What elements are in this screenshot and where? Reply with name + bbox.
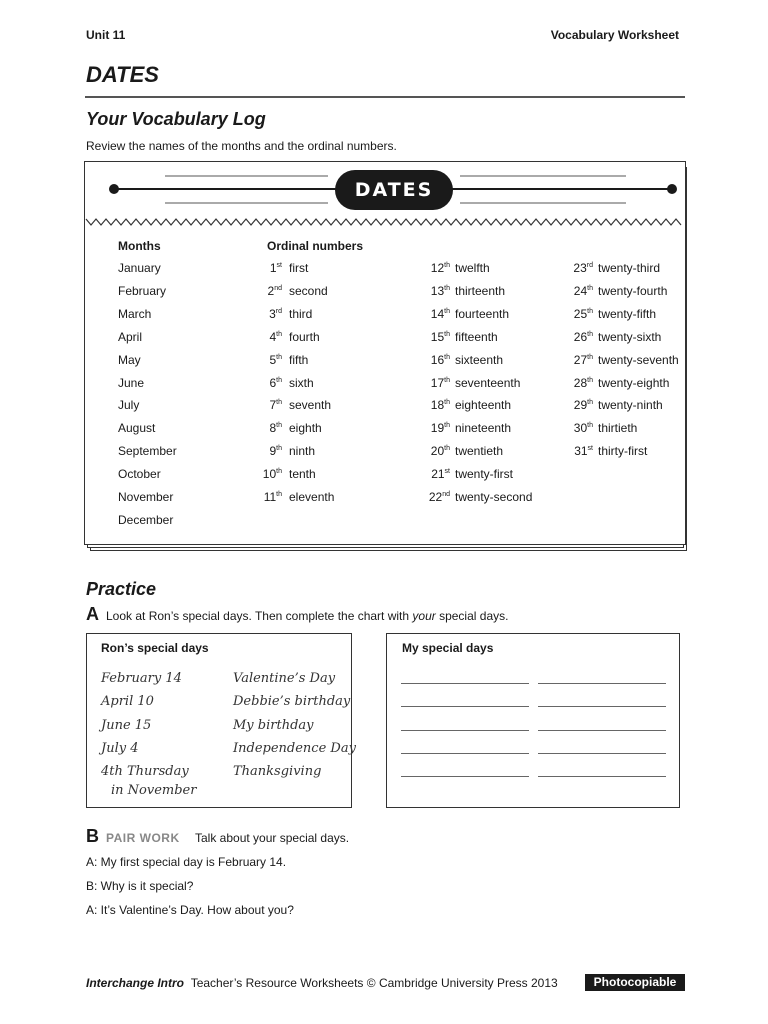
ordinal-word: twenty-eighth	[598, 375, 670, 390]
ordinal-word: twenty-fifth	[598, 306, 657, 321]
event-blank-line	[538, 753, 666, 754]
ordinal-number: 29th	[573, 398, 593, 413]
month-item: June	[118, 375, 145, 390]
ordinal-suffix: th	[444, 445, 450, 453]
date-blank-line	[401, 753, 529, 754]
ordinal-number: 22nd	[428, 490, 450, 504]
instr-a-post: special days.	[435, 609, 509, 623]
ordinal-suffix: th	[276, 422, 282, 430]
month-item: March	[118, 306, 152, 321]
ron-day-date: April 10	[101, 694, 154, 710]
my-special-days-panel	[386, 633, 680, 808]
ordinal-suffix: th	[444, 376, 450, 384]
vocab-log-instruction: Review the names of the months and the ordinal numbers.	[86, 139, 397, 153]
worksheet-label: Vocabulary Worksheet	[550, 28, 679, 42]
date-blank-line	[401, 730, 529, 731]
ordinal-number: 9th	[269, 444, 282, 459]
month-item: August	[118, 421, 156, 436]
ordinal-number: 27th	[573, 352, 593, 367]
ordinal-number: 20th	[430, 444, 450, 459]
dates-banner: DATES	[335, 170, 453, 210]
ordinal-suffix: rd	[275, 307, 282, 315]
ordinal-number: 7th	[269, 398, 282, 413]
month-item: December	[118, 512, 174, 527]
dialogue-line-3: A: It’s Valentine’s Day. How about you?	[86, 903, 294, 917]
ordinal-suffix: th	[587, 376, 593, 384]
ordinal-suffix: th	[444, 284, 450, 292]
ordinal-word: first	[289, 261, 309, 275]
month-item: May	[118, 352, 141, 367]
ordinal-suffix: th	[444, 262, 450, 269]
ordinal-word: thirty-first	[598, 444, 648, 459]
vocab-log-heading: Your Vocabulary Log	[86, 109, 266, 129]
ordinal-number: 11th	[263, 490, 282, 504]
ordinal-word: twenty-seventh	[598, 352, 679, 367]
ordinal-word: fourth	[289, 329, 320, 344]
ordinal-number: 5th	[269, 352, 282, 367]
date-blank-line	[401, 683, 529, 684]
dialogue-line-2: B: Why is it special?	[86, 879, 194, 893]
event-blank-line	[538, 776, 666, 777]
ordinal-suffix: st	[587, 445, 593, 453]
month-item: January	[118, 261, 161, 275]
ordinal-suffix: th	[276, 491, 282, 498]
page-title: DATES	[86, 62, 159, 87]
ordinal-number: 16th	[430, 352, 450, 367]
ordinal-suffix: th	[444, 399, 450, 407]
exercise-a-instruction	[106, 609, 508, 623]
ordinal-number: 6th	[269, 375, 282, 390]
footer-copyright: Teacher’s Resource Worksheets © Cambridge University Press 2013	[190, 976, 558, 990]
instr-a-em: your	[412, 609, 436, 623]
month-item: April	[118, 329, 143, 344]
ordinal-number: 19th	[430, 421, 450, 436]
date-blank-line	[401, 706, 529, 707]
ordinal-word: twelfth	[455, 261, 490, 275]
ron-day-date: July 4	[101, 740, 139, 756]
ordinal-suffix: th	[276, 376, 282, 384]
month-item: September	[118, 444, 177, 459]
ordinal-word: twenty-ninth	[598, 398, 663, 413]
ordinal-number: 10th	[262, 467, 282, 482]
ordinal-suffix: th	[444, 353, 450, 361]
ron-day-date: June 15	[101, 717, 152, 733]
ordinal-word: thirtieth	[598, 421, 638, 436]
ordinal-word: sixth	[289, 375, 314, 390]
event-blank-line	[538, 730, 666, 731]
ordinal-word: seventh	[289, 398, 332, 413]
footer-credit	[86, 976, 558, 990]
practice-heading: Practice	[86, 579, 157, 599]
ordinal-word: seventeenth	[455, 375, 521, 390]
ordinal-suffix: th	[587, 330, 593, 338]
ron-panel-title: Ron’s special days	[101, 641, 209, 655]
ordinal-suffix: th	[276, 445, 282, 453]
ordinal-number: 13th	[430, 283, 450, 298]
ordinal-suffix: th	[276, 353, 282, 361]
ordinal-suffix: th	[587, 399, 593, 407]
ordinal-suffix: nd	[274, 284, 282, 292]
month-item: July	[118, 398, 140, 413]
ordinal-word: twenty-fourth	[598, 283, 668, 298]
ordinal-word: fifth	[289, 352, 309, 367]
ordinal-suffix: th	[444, 330, 450, 338]
ordinal-number: 17th	[430, 375, 450, 390]
ordinal-number: 1st	[269, 261, 282, 275]
ron-day-event: Thanksgiving	[233, 764, 322, 780]
ordinal-suffix: th	[276, 468, 282, 476]
exercise-a-label: A	[86, 604, 99, 624]
ordinal-suffix: st	[276, 262, 282, 269]
ordinal-word: second	[289, 283, 328, 298]
ron-day-event: Debbie’s birthday	[233, 694, 351, 710]
ordinal-number: 24th	[573, 283, 593, 298]
ordinal-suffix: th	[587, 307, 593, 315]
ordinal-number: 8th	[269, 421, 282, 436]
ordinal-suffix: th	[444, 422, 450, 430]
event-blank-line	[538, 683, 666, 684]
months-header: Months	[118, 239, 161, 253]
ordinal-number: 25th	[573, 306, 593, 321]
ordinal-suffix: st	[444, 468, 450, 476]
dialogue-line-1: A: My first special day is February 14.	[86, 855, 287, 869]
ordinal-word: eighteenth	[455, 398, 512, 413]
ron-day-date: 4th Thursday	[101, 764, 189, 780]
ordinal-number: 15th	[430, 329, 450, 344]
ordinal-word: ninth	[289, 444, 316, 459]
ron-day-continuation: in November	[111, 783, 197, 798]
footer-brand: Interchange Intro	[86, 976, 185, 990]
event-blank-line	[538, 706, 666, 707]
ordinal-number: 28th	[573, 375, 593, 390]
photocopiable-badge: Photocopiable	[585, 974, 685, 991]
ordinal-suffix: th	[276, 330, 282, 338]
ordinal-number: 4th	[269, 329, 282, 344]
ordinal-number: 26th	[573, 329, 593, 344]
ordinal-word: third	[289, 306, 313, 321]
ordinal-suffix: th	[276, 399, 282, 407]
ordinal-number: 3rd	[269, 306, 282, 321]
my-panel-title: My special days	[402, 641, 494, 655]
ordinal-word: fifteenth	[455, 329, 498, 344]
ordinal-suffix: th	[587, 353, 593, 361]
ordinal-word: fourteenth	[455, 306, 510, 321]
ordinal-suffix: th	[587, 284, 593, 292]
ordinal-word: eighth	[289, 421, 322, 436]
month-item: February	[118, 283, 167, 298]
ordinal-number: 18th	[430, 398, 450, 413]
ordinal-word: twenty-third	[598, 261, 661, 275]
ordinal-number: 2nd	[267, 283, 282, 298]
ordinal-word: tenth	[289, 467, 316, 482]
ordinal-suffix: rd	[586, 262, 593, 269]
ordinal-word: sixteenth	[455, 352, 504, 367]
ordinal-word: eleventh	[289, 490, 335, 504]
ordinal-word: twenty-sixth	[598, 329, 662, 344]
ordinal-word: twenty-first	[455, 467, 514, 482]
ordinal-number: 21st	[431, 467, 450, 482]
ordinal-word: twentieth	[455, 444, 504, 459]
ordinal-suffix: nd	[442, 491, 450, 498]
ordinal-suffix: th	[444, 307, 450, 315]
ordinal-number: 31st	[574, 444, 593, 459]
ron-day-event: My birthday	[233, 717, 314, 733]
ordinals-header: Ordinal numbers	[267, 239, 364, 253]
pair-work-tag: PAIR WORK	[106, 831, 180, 845]
ron-day-event: Valentine’s Day	[233, 671, 336, 686]
unit-label: Unit 11	[86, 28, 126, 42]
ordinal-number: 12th	[430, 261, 450, 275]
ordinal-number: 30th	[573, 421, 593, 436]
ordinal-number: 23rd	[573, 261, 593, 275]
ordinal-suffix: th	[587, 422, 593, 430]
ron-day-date: February 14	[101, 671, 182, 686]
instr-a-pre: Look at Ron’s special days. Then complete the chart with	[106, 609, 413, 623]
ordinal-word: nineteenth	[455, 421, 512, 436]
ron-day-event: Independence Day	[233, 740, 356, 756]
month-item: October	[118, 467, 161, 482]
ordinal-number: 14th	[430, 306, 450, 321]
exercise-b-instruction: Talk about your special days.	[195, 831, 350, 845]
ordinal-word: thirteenth	[455, 283, 506, 298]
ordinal-word: twenty-second	[455, 490, 533, 504]
month-item: November	[118, 490, 174, 504]
exercise-b-label: B	[86, 826, 99, 846]
date-blank-line	[401, 776, 529, 777]
